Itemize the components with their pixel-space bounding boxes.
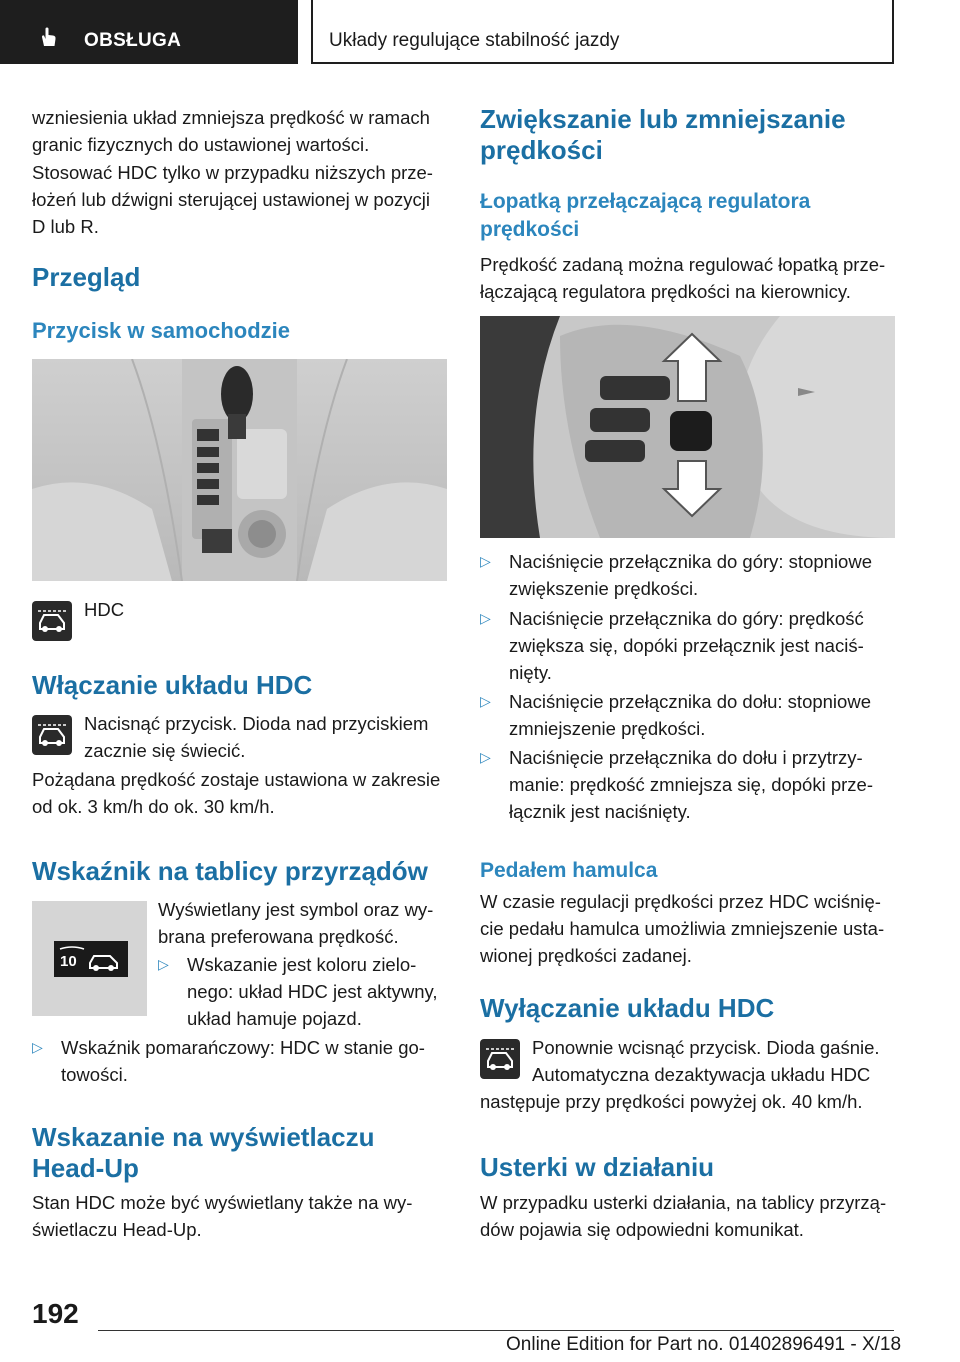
header-title-box [311, 0, 894, 64]
heading-overview: Przegląd [32, 262, 141, 292]
bullet-text: Wskaźnik pomarańczowy: HDC w stanie go‐ towości. [61, 1037, 425, 1085]
list-item [480, 688, 895, 742]
text-line: cie pedału hamulca umożliwia zmniejszenie usta‐ [480, 918, 885, 939]
center-console-photo [32, 359, 447, 581]
bullet-triangle-icon: ▷ [480, 610, 491, 626]
auto-disable-paragraph [480, 1088, 863, 1115]
bullet-triangle-icon: ▷ [480, 693, 491, 709]
text-line: dów pojawia się odpowiedni komunikat. [480, 1219, 804, 1240]
text-line: zacznie się świecić. [84, 740, 246, 761]
list-item [158, 951, 448, 1032]
heading-line: Łopatką przełączającą regulatora [480, 190, 811, 213]
hand-icon [38, 26, 60, 48]
heading-line: prędkości [480, 135, 603, 165]
steering-wheel-photo [480, 316, 895, 538]
page-number: 192 [32, 1298, 79, 1329]
text-line: D lub R. [32, 216, 99, 237]
header-section-tab [0, 0, 298, 64]
heading-brake-pedal: Pedałem hamulca [480, 859, 658, 882]
indicator-description [158, 896, 433, 950]
heading-line: Zwiększanie lub zmniejszanie [480, 104, 846, 134]
header-section-label: OBSŁUGA [84, 30, 182, 51]
hud-paragraph [32, 1189, 412, 1243]
text-line: Wyświetlany jest symbol oraz wy‐ [158, 899, 434, 920]
heading-increase-decrease-speed [480, 104, 846, 166]
text-line: świetlaczu Head-Up. [32, 1219, 202, 1240]
disable-instruction [532, 1034, 880, 1088]
heading-line: prędkości [480, 218, 580, 241]
enable-instructions [84, 710, 428, 764]
hdc-label: HDC [84, 599, 125, 620]
malfunction-paragraph [480, 1189, 886, 1243]
hdc-button-icon [480, 1039, 520, 1079]
bullet-text: Wskazanie jest koloru zielo‐ nego: układ HDC jest aktywny, układ hamuje pojazd. [187, 954, 438, 1029]
heading-paddle [480, 188, 810, 244]
header-title: Układy regulujące stabilność jazdy [329, 30, 620, 51]
footer-edition: Online Edition for Part no. 01402896491 - X/18 [506, 1334, 902, 1355]
text-line: Stosować HDC tylko w przypadku niższych prze‐ [32, 162, 433, 183]
bullet-text: Naciśnięcie przełącznika do góry: prędkość zwiększa się, dopóki przełącznik jest naciś‐ nięty. [509, 608, 864, 683]
paddle-paragraph [480, 251, 885, 305]
text-line: W czasie regulacji prędkości przez HDC wciśnię‐ [480, 891, 881, 912]
bullet-text: Naciśnięcie przełącznika do dołu: stopniowe zmniejszenie prędkości. [509, 691, 871, 739]
bullet-text: Naciśnięcie przełącznika do dołu i przytrzy‐ manie: prędkość zmniejsza się, dopóki prze‐ łącznik jest naciśnięty. [509, 747, 873, 822]
text-line: Prędkość zadaną można regulować łopatką prze‐ [480, 254, 886, 275]
text-line: granic fizycznych do ustawionej wartości. [32, 134, 370, 155]
heading-button-in-car: Przycisk w samochodzie [32, 318, 290, 343]
cluster-speed-number: 10 [60, 953, 77, 970]
text-line: łączającą regulatora prędkości na kierownicy. [480, 281, 851, 302]
speed-range-paragraph [32, 766, 440, 820]
intro-paragraph [32, 104, 430, 158]
hdc-button-icon [32, 601, 72, 641]
bullet-triangle-icon: ▷ [158, 956, 169, 972]
heading-enable-hdc: Włączanie układu HDC [32, 670, 313, 700]
footer-divider [98, 1330, 894, 1331]
heading-instrument-indicator: Wskaźnik na tablicy przyrządów [32, 856, 428, 886]
text-line: Pożądana prędkość zostaje ustawiona w zakresie [32, 769, 441, 790]
heading-disable-hdc: Wyłączanie układu HDC [480, 993, 775, 1023]
heading-head-up-display [32, 1122, 374, 1184]
bullet-text: Naciśnięcie przełącznika do góry: stopniowe zwiększenie prędkości. [509, 551, 872, 599]
text-line: Nacisnąć przycisk. Dioda nad przyciskiem [84, 713, 429, 734]
bullet-triangle-icon: ▷ [480, 553, 491, 569]
text-line: następuje przy prędkości powyżej ok. 40 km/h. [480, 1091, 863, 1112]
heading-malfunction: Usterki w działaniu [480, 1152, 715, 1182]
text-line: Ponownie wcisnąć przycisk. Dioda gaśnie. [532, 1037, 880, 1058]
text-line: W przypadku usterki działania, na tablicy przyrzą‐ [480, 1192, 887, 1213]
text-line: brana preferowana prędkość. [158, 926, 399, 947]
brake-paragraph [480, 888, 884, 969]
hdc-button-icon [32, 715, 72, 755]
list-item [480, 605, 895, 686]
text-line: Stan HDC może być wyświetlany także na wy‐ [32, 1192, 413, 1213]
instrument-cluster-image [32, 901, 147, 1016]
bullet-triangle-icon: ▷ [480, 749, 491, 765]
list-item [480, 548, 895, 602]
text-line: wionej prędkości zadanej. [480, 945, 692, 966]
list-item [480, 744, 895, 825]
hdc-usage-paragraph [32, 159, 433, 240]
text-line: Automatyczna dezaktywacja układu HDC [532, 1064, 871, 1085]
list-item [32, 1034, 447, 1088]
text-line: wzniesienia układ zmniejsza prędkość w ramach [32, 107, 430, 128]
text-line: od ok. 3 km/h do ok. 30 km/h. [32, 796, 275, 817]
heading-line: Head-Up [32, 1153, 139, 1183]
text-line: łożeń lub dźwigni sterującej ustawionej w pozycji [32, 189, 430, 210]
heading-line: Wskazanie na wyświetlaczu [32, 1122, 375, 1152]
bullet-triangle-icon: ▷ [32, 1039, 43, 1055]
hdc-cluster-symbol-icon [54, 941, 128, 977]
